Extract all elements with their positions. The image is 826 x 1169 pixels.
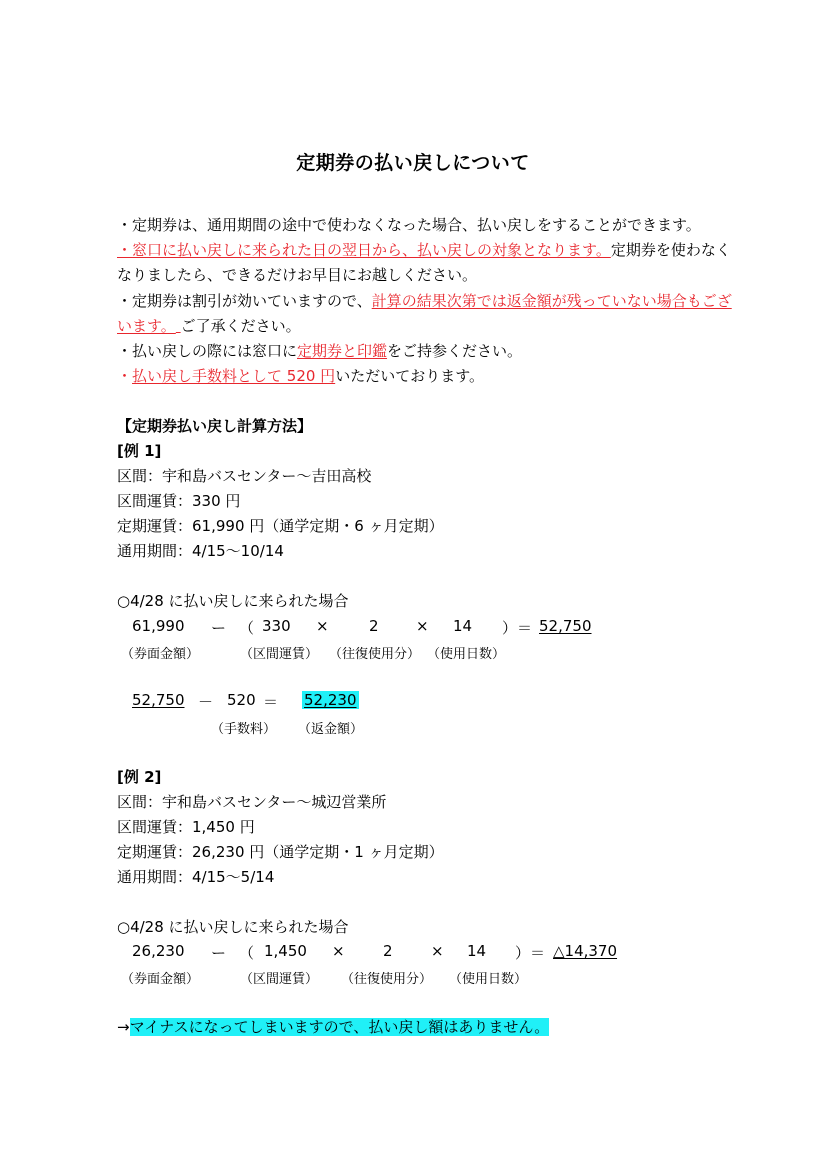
note-5-bullet: ・ xyxy=(117,367,133,385)
ex2-label-fare: （区間運賃） xyxy=(240,972,319,987)
note-4-post: をご持参ください。 xyxy=(387,342,523,360)
example-1-fare: 区間運賃：330 円 xyxy=(117,492,241,510)
ex1-label-days: （使用日数） xyxy=(427,647,506,662)
ex1-label-face: （券面金額） xyxy=(121,647,200,662)
method-heading: 【定期券払い戻し計算方法】 xyxy=(117,417,313,435)
ex2-section-fare: 1,450 xyxy=(264,942,307,960)
note-3-post: ご了承ください。 xyxy=(180,317,301,335)
ex1-label-refund: （返金額） xyxy=(298,722,364,737)
ex1-days: 14 xyxy=(453,617,473,635)
note-2 xyxy=(117,240,731,260)
note-3 xyxy=(117,291,732,311)
note-3-emphasis-2: います。 xyxy=(117,317,176,335)
ex2-times-1: × xyxy=(332,942,345,960)
conclusion xyxy=(117,1017,549,1037)
ex2-label-days: （使用日数） xyxy=(449,972,528,987)
note-3-emphasis: 計算の結果次第では返金額が残っていない場合もござ xyxy=(371,292,732,310)
example-2-fare: 区間運賃：1,450 円 xyxy=(117,818,255,836)
ex2-open-paren: （ xyxy=(239,944,255,962)
ex1-trips: 2 xyxy=(369,617,379,635)
right-arrow-icon: → xyxy=(117,1018,130,1036)
conclusion-text: マイナスになってしまいますので、払い戻し額はありません。 xyxy=(129,1018,550,1036)
example-2-period: 通用期間：4/15～5/14 xyxy=(117,868,275,886)
ex1-minus: ー xyxy=(211,619,227,637)
example-2-case: ○4/28 に払い戻しに来られた場合 xyxy=(117,918,349,936)
ex1-refund-minus: － xyxy=(198,693,214,711)
ex1-refund-subtotal: 52,750 xyxy=(132,691,185,709)
note-2-line2: なりましたら、できるだけお早目にお越しください。 xyxy=(117,266,478,284)
ex2-result: △14,370 xyxy=(553,942,618,960)
note-2-emphasis: 窓口に払い戻しに来られた日の翌日から、払い戻しの対象となります。 xyxy=(132,241,611,259)
ex1-section-fare: 330 xyxy=(262,617,291,635)
note-2-rest: 定期券を使わなく xyxy=(610,241,731,259)
ex1-face-amount: 61,990 xyxy=(132,617,185,635)
note-5-emphasis: 払い戻し手数料として 520 円 xyxy=(132,367,336,385)
note-3-pre: ・定期券は割引が効いていますので、 xyxy=(117,292,372,310)
ex2-label-face: （券面金額） xyxy=(121,972,200,987)
example-1-route: 区間：宇和島バスセンター～吉田高校 xyxy=(117,467,372,485)
ex1-times-1: × xyxy=(316,617,329,635)
note-4-emphasis: 定期券と印鑑 xyxy=(297,342,388,360)
ex1-refund-eq: ＝ xyxy=(263,693,279,711)
ex1-result: 52,750 xyxy=(539,617,592,635)
example-2-route: 区間：宇和島バスセンター～城辺営業所 xyxy=(117,793,387,811)
note-3-line2 xyxy=(117,316,301,336)
page-title: 定期券の払い戻しについて xyxy=(296,152,530,174)
example-1-heading: [例 1] xyxy=(117,442,162,460)
ex1-open-paren: （ xyxy=(239,619,255,637)
ex1-times-2: × xyxy=(416,617,429,635)
ex2-face-amount: 26,230 xyxy=(132,942,185,960)
note-2-bullet: ・ xyxy=(117,241,133,259)
example-1-period: 通用期間：4/15～10/14 xyxy=(117,542,284,560)
note-4 xyxy=(117,341,522,361)
ex1-label-fare: （区間運賃） xyxy=(240,647,319,662)
note-5-post: いただいております。 xyxy=(335,367,484,385)
ex2-minus: ー xyxy=(211,944,227,962)
ex2-label-trips: （往復使用分） xyxy=(341,972,433,987)
note-4-pre: ・払い戻しの際には窓口に xyxy=(117,342,298,360)
ex1-close-eq: ）＝ xyxy=(502,619,533,637)
example-1-case: ○4/28 に払い戻しに来られた場合 xyxy=(117,592,349,610)
ex1-refund-amount: 52,230 xyxy=(304,691,357,709)
example-2-heading: [例 2] xyxy=(117,768,162,786)
ex2-trips: 2 xyxy=(383,942,393,960)
note-5 xyxy=(117,366,484,386)
ex2-times-2: × xyxy=(431,942,444,960)
ex2-days: 14 xyxy=(467,942,487,960)
ex1-refund-fee: 520 xyxy=(227,691,256,709)
ex1-label-trips: （往復使用分） xyxy=(329,647,421,662)
ex2-close-eq: ）＝ xyxy=(515,944,546,962)
ex1-label-fee: （手数料） xyxy=(211,722,277,737)
example-2-pass-fare: 定期運賃：26,230 円（通学定期・1 ヶ月定期） xyxy=(117,843,444,861)
note-1: ・定期券は、通用期間の途中で使わなくなった場合、払い戻しをすることができます。 xyxy=(117,216,701,234)
example-1-pass-fare: 定期運賃：61,990 円（通学定期・6 ヶ月定期） xyxy=(117,517,444,535)
